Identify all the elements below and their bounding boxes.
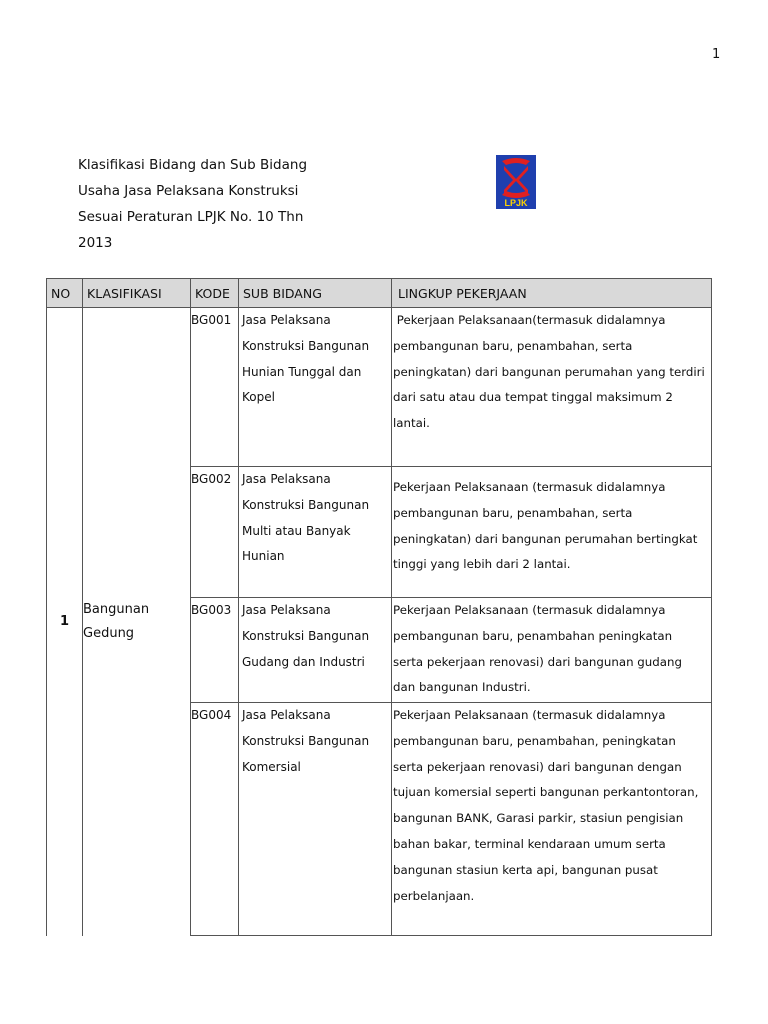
lingkup-line: Pekerjaan Pelaksanaan (termasuk didalamnya — [393, 480, 666, 494]
lingkup-line: serta pekerjaan renovasi) dari bangunan gudang — [393, 654, 682, 669]
lingkup-line: pembangunan baru, penambahan, serta — [393, 505, 633, 520]
lingkup-line: peningkatan) dari bangunan perumahan yang terdiri — [393, 364, 705, 379]
lingkup-line: pembangunan baru, penambahan peningkatan — [393, 628, 673, 643]
title-line: 2013 — [78, 235, 113, 251]
lpjk-logo — [496, 155, 536, 213]
lingkup-line: tinggi yang lebih dari 2 lantai. — [393, 557, 571, 572]
lingkup-line: bangunan BANK, Garasi parkir, stasiun pengisian — [393, 811, 684, 826]
lingkup-cell — [392, 308, 712, 467]
page-number: 1 — [712, 47, 721, 62]
klasifikasi-line: Bangunan — [83, 601, 150, 617]
lingkup-line: serta pekerjaan renovasi) dari bangunan dengan — [393, 759, 682, 774]
lingkup-line: Pekerjaan Pelaksanaan (termasuk didalamnya — [393, 603, 666, 617]
sub-bidang-line: Jasa Pelaksana — [242, 603, 331, 617]
sub-bidang-line: Gudang dan Industri — [242, 654, 365, 669]
sub-bidang-line: Komersial — [242, 759, 301, 774]
kode-text: BG003 — [191, 603, 232, 617]
sub-bidang-line: Multi atau Banyak — [242, 523, 351, 538]
sub-bidang-cell — [239, 598, 392, 703]
header-kode: KODE — [191, 279, 239, 308]
classification-table — [46, 278, 712, 936]
lingkup-cell — [392, 598, 712, 703]
lingkup-line: pembangunan baru, penambahan, peningkatan — [393, 733, 676, 748]
no-cell: 1 — [47, 308, 83, 936]
lingkup-line: lantai. — [393, 416, 430, 431]
sub-bidang-line: Konstruksi Bangunan — [242, 628, 370, 643]
kode-cell — [191, 467, 239, 598]
lingkup-line: tujuan komersial seperti bangunan perkantontoran, — [393, 785, 699, 800]
lingkup-line: Pekerjaan Pelaksanaan(termasuk didalamnya — [393, 313, 666, 327]
kode-text: BG002 — [191, 472, 232, 486]
header-no: NO — [47, 279, 83, 308]
lingkup-line: peningkatan) dari bangunan perumahan bertingkat — [393, 531, 698, 546]
lingkup-line: bangunan stasiun kerta api, bangunan pusat — [393, 862, 658, 877]
lingkup-line: dan bangunan Industri. — [393, 680, 531, 695]
lingkup-cell — [392, 467, 712, 598]
sub-bidang-line: Konstruksi Bangunan — [242, 733, 370, 748]
table-row — [47, 308, 712, 467]
document-title — [78, 152, 398, 256]
header-klasifikasi: KLASIFIKASI — [83, 279, 191, 308]
lpjk-logo-icon — [496, 155, 536, 209]
klasifikasi-cell — [83, 308, 191, 936]
sub-bidang-line: Hunian Tunggal dan — [242, 364, 362, 379]
lingkup-line: perbelanjaan. — [393, 888, 475, 903]
header-sub-bidang: SUB BIDANG — [239, 279, 392, 308]
kode-cell — [191, 598, 239, 703]
title-line: Klasifikasi Bidang dan Sub Bidang — [78, 157, 308, 173]
sub-bidang-line: Jasa Pelaksana — [242, 313, 331, 327]
kode-text: BG004 — [191, 708, 232, 722]
kode-cell — [191, 703, 239, 936]
table-header-row — [47, 279, 712, 308]
sub-bidang-line: Kopel — [242, 390, 275, 405]
sub-bidang-line: Konstruksi Bangunan — [242, 497, 370, 512]
sub-bidang-line: Konstruksi Bangunan — [242, 338, 370, 353]
lingkup-line: bahan bakar, terminal kendaraan umum serta — [393, 836, 666, 851]
lingkup-line: dari satu atau dua tempat tinggal maksimum 2 — [393, 390, 673, 405]
sub-bidang-line: Hunian — [242, 549, 285, 564]
header-lingkup-pekerjaan: LINGKUP PEKERJAAN — [392, 279, 712, 308]
logo-text: LPJK — [504, 198, 528, 208]
kode-cell — [191, 308, 239, 467]
lingkup-line: pembangunan baru, penambahan, serta — [393, 338, 633, 353]
klasifikasi-line: Gedung — [83, 625, 135, 641]
sub-bidang-cell — [239, 308, 392, 467]
title-line: Sesuai Peraturan LPJK No. 10 Thn — [78, 209, 304, 225]
sub-bidang-line: Jasa Pelaksana — [242, 708, 331, 722]
kode-text: BG001 — [191, 313, 232, 327]
sub-bidang-cell — [239, 703, 392, 936]
title-line: Usaha Jasa Pelaksana Konstruksi — [78, 183, 299, 199]
lingkup-cell — [392, 703, 712, 936]
sub-bidang-line: Jasa Pelaksana — [242, 472, 331, 486]
lingkup-line: Pekerjaan Pelaksanaan (termasuk didalamnya — [393, 708, 666, 722]
sub-bidang-cell — [239, 467, 392, 598]
